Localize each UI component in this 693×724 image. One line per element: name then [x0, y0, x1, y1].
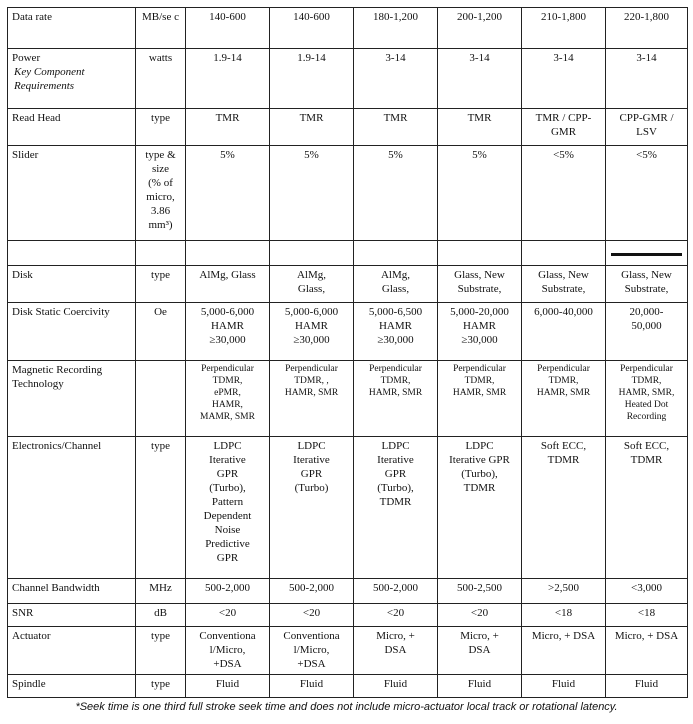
table-row	[8, 146, 688, 241]
parameter-cell	[8, 49, 136, 109]
value-cell: <20	[186, 604, 270, 627]
value-cell: 1.9-14	[186, 49, 270, 109]
value-cell: 5,000-20,000 HAMR ≥30,000	[438, 302, 522, 360]
value-cell: TMR	[438, 109, 522, 146]
footnote: *Seek time is one third full stroke seek time and does not include micro-actuator local track or rotational latency.	[75, 701, 618, 713]
unit-cell: Oe	[136, 302, 186, 360]
value-cell: 500-2,500	[438, 579, 522, 604]
value-cell: LDPC Iterative GPR (Turbo)	[270, 437, 354, 579]
value-cell: 1.9-14	[270, 49, 354, 109]
value-cell: Perpendicular TDMR, , HAMR, SMR	[270, 360, 354, 436]
unit-cell	[136, 241, 186, 266]
unit-cell: MHz	[136, 579, 186, 604]
table-row	[8, 437, 688, 579]
table-row	[8, 675, 688, 698]
value-cell: 20,000- 50,000	[606, 302, 688, 360]
parameter-label: SNR	[12, 607, 34, 620]
value-cell: 3-14	[606, 49, 688, 109]
value-cell: Glass, New Substrate,	[606, 265, 688, 302]
value-cell: Soft ECC, TDMR	[522, 437, 606, 579]
table-row	[8, 604, 688, 627]
value-cell: <5%	[522, 146, 606, 241]
value-cell: CPP-GMR / LSV	[606, 109, 688, 146]
value-cell: <20	[270, 604, 354, 627]
unit-cell: dB	[136, 604, 186, 627]
value-cell: <5%	[606, 146, 688, 241]
value-cell: 200-1,200	[438, 8, 522, 49]
parameter-label: Electronics/Channel	[12, 440, 102, 452]
parameter-sublabel: Key Component Requirements	[14, 66, 85, 93]
value-cell	[354, 241, 438, 266]
unit-cell: MB/se c	[136, 8, 186, 49]
parameter-cell	[8, 604, 136, 627]
value-cell: Soft ECC, TDMR	[606, 437, 688, 579]
value-cell: Conventiona l/Micro, +DSA	[270, 626, 354, 674]
value-cell: Micro, + DSA	[606, 626, 688, 674]
value-cell: <3,000	[606, 579, 688, 604]
value-cell: 3-14	[438, 49, 522, 109]
value-cell: LDPC Iterative GPR (Turbo), TDMR	[438, 437, 522, 579]
unit-cell: type & size (% of micro, 3.86 mm³)	[136, 146, 186, 241]
value-cell: <18	[606, 604, 688, 627]
value-cell	[186, 241, 270, 266]
value-cell: 140-600	[186, 8, 270, 49]
parameter-cell	[8, 265, 136, 302]
unit-cell: type	[136, 109, 186, 146]
value-cell: Perpendicular TDMR, HAMR, SMR	[438, 360, 522, 436]
value-cell: Fluid	[186, 675, 270, 698]
parameter-label: Power	[12, 52, 41, 65]
value-cell: TMR	[186, 109, 270, 146]
value-cell: AlMg, Glass	[186, 265, 270, 302]
value-cell: AlMg, Glass,	[270, 265, 354, 302]
table-row	[8, 8, 688, 49]
value-cell: LDPC Iterative GPR (Turbo), TDMR	[354, 437, 438, 579]
parameter-cell	[8, 146, 136, 241]
value-cell: Perpendicular TDMR, HAMR, SMR	[522, 360, 606, 436]
value-cell: Fluid	[522, 675, 606, 698]
value-cell: Fluid	[606, 675, 688, 698]
value-cell: <20	[438, 604, 522, 627]
value-cell: 5%	[186, 146, 270, 241]
unit-cell: type	[136, 626, 186, 674]
unit-cell: type	[136, 675, 186, 698]
value-cell: 210-1,800	[522, 8, 606, 49]
value-cell: 5%	[438, 146, 522, 241]
value-cell: <20	[354, 604, 438, 627]
value-cell: TMR / CPP- GMR	[522, 109, 606, 146]
value-cell: 6,000-40,000	[522, 302, 606, 360]
parameter-cell	[8, 302, 136, 360]
value-cell: Conventiona l/Micro, +DSA	[186, 626, 270, 674]
value-cell: 5,000-6,000 HAMR ≥30,000	[186, 302, 270, 360]
value-cell: TMR	[270, 109, 354, 146]
value-cell: <18	[522, 604, 606, 627]
table-row	[8, 579, 688, 604]
parameter-cell	[8, 675, 136, 698]
value-cell: Fluid	[354, 675, 438, 698]
value-cell: Perpendicular TDMR, HAMR, SMR, Heated Dot Recording	[606, 360, 688, 436]
value-cell: Glass, New Substrate,	[522, 265, 606, 302]
value-cell: 5%	[270, 146, 354, 241]
value-cell: 3-14	[522, 49, 606, 109]
parameter-label: Actuator	[12, 629, 51, 642]
parameter-cell	[8, 437, 136, 579]
table-row	[8, 109, 688, 146]
unit-cell: type	[136, 437, 186, 579]
value-cell: 5%	[354, 146, 438, 241]
value-cell	[606, 241, 688, 266]
table-row	[8, 241, 688, 266]
value-cell: 500-2,000	[354, 579, 438, 604]
parameter-label: Magnetic Recording Technology	[12, 363, 103, 390]
value-cell: 5,000-6,000 HAMR ≥30,000	[270, 302, 354, 360]
value-cell: Fluid	[438, 675, 522, 698]
value-cell: TMR	[354, 109, 438, 146]
value-cell: Glass, New Substrate,	[438, 265, 522, 302]
value-cell: Micro, + DSA	[522, 626, 606, 674]
parameter-label: Data rate	[12, 11, 52, 23]
value-cell: 500-2,000	[270, 579, 354, 604]
unit-cell: watts	[136, 49, 186, 109]
value-cell: 500-2,000	[186, 579, 270, 604]
table-row	[8, 360, 688, 436]
value-cell: 5,000-6,500 HAMR ≥30,000	[354, 302, 438, 360]
parameter-cell	[8, 241, 136, 266]
unit-cell	[136, 360, 186, 436]
divider-bar	[611, 253, 682, 256]
roadmap-table	[7, 7, 688, 698]
parameter-label: Disk Static Coercivity	[12, 305, 110, 318]
parameter-label: Slider	[12, 149, 39, 162]
value-cell: LDPC Iterative GPR (Turbo), Pattern Dependent Noise Predictive GPR	[186, 437, 270, 579]
parameter-label: Channel Bandwidth	[12, 582, 100, 595]
parameter-cell	[8, 8, 136, 49]
value-cell: Fluid	[270, 675, 354, 698]
value-cell: AlMg, Glass,	[354, 265, 438, 302]
parameter-label: Spindle	[12, 678, 46, 691]
value-cell: >2,500	[522, 579, 606, 604]
value-cell	[522, 241, 606, 266]
value-cell: Perpendicular TDMR, ePMR, HAMR, MAMR, SMR	[186, 360, 270, 436]
table-row	[8, 626, 688, 674]
value-cell: 140-600	[270, 8, 354, 49]
table-row	[8, 265, 688, 302]
parameter-cell	[8, 626, 136, 674]
value-cell	[270, 241, 354, 266]
parameter-label: Read Head	[12, 112, 61, 125]
value-cell: Micro, + DSA	[438, 626, 522, 674]
value-cell: 180-1,200	[354, 8, 438, 49]
parameter-cell	[8, 109, 136, 146]
parameter-cell	[8, 579, 136, 604]
value-cell	[438, 241, 522, 266]
parameter-label: Disk	[12, 268, 33, 281]
value-cell: 3-14	[354, 49, 438, 109]
table-row	[8, 49, 688, 109]
unit-cell: type	[136, 265, 186, 302]
parameter-cell	[8, 360, 136, 436]
value-cell: Micro, + DSA	[354, 626, 438, 674]
value-cell: Perpendicular TDMR, HAMR, SMR	[354, 360, 438, 436]
value-cell: 220-1,800	[606, 8, 688, 49]
table-row	[8, 302, 688, 360]
